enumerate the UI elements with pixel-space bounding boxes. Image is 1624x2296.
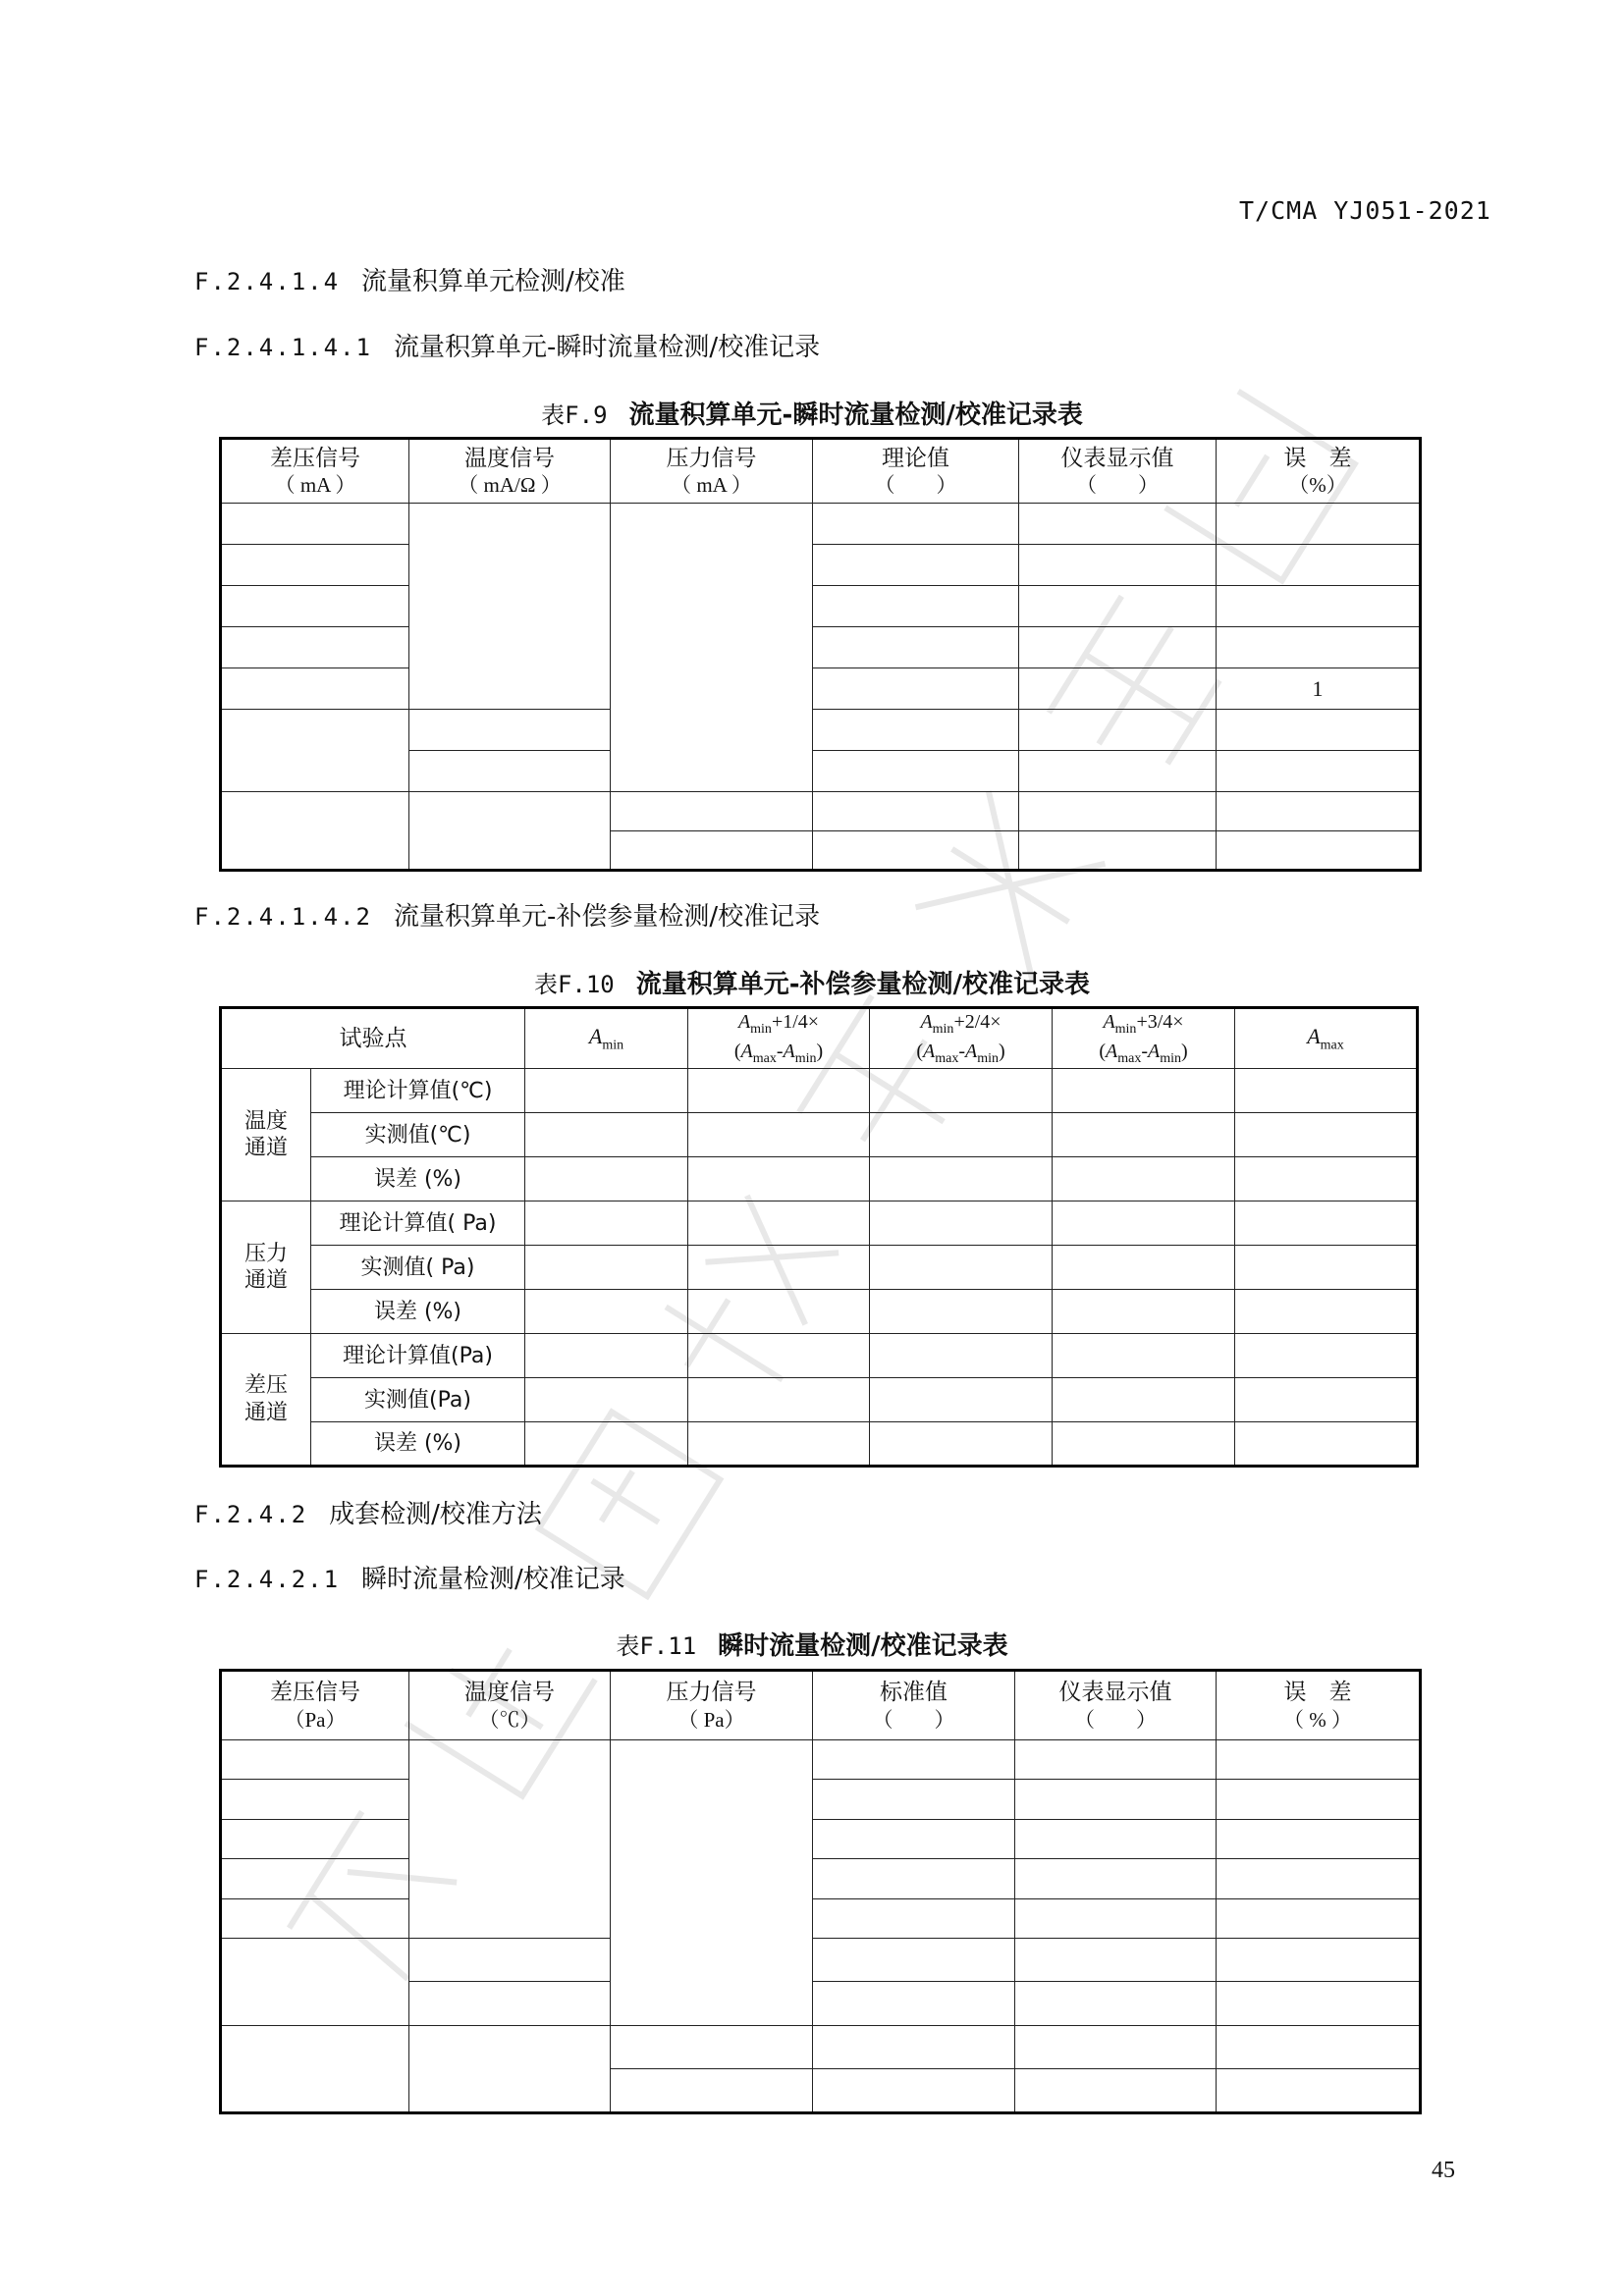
section-heading-f24141 xyxy=(194,261,625,297)
table-row xyxy=(221,710,1421,751)
section-title: 流量积算单元-瞬时流量检测/校准记录 xyxy=(393,333,821,362)
input-cell[interactable] xyxy=(1053,1378,1235,1422)
input-cell[interactable] xyxy=(813,668,1019,710)
input-cell[interactable] xyxy=(611,2025,813,2068)
header-cell: 温度信号 （℃） xyxy=(409,1671,611,1740)
caption-text: 流量积算单元-瞬时流量检测/校准记录表 xyxy=(628,400,1083,430)
page-number: 45 xyxy=(1432,2158,1455,2183)
header-cell: 误 差 （%） xyxy=(1217,439,1421,504)
input-cell[interactable] xyxy=(870,1113,1053,1157)
header-cell: 仪表显示值 （ ） xyxy=(1015,1671,1217,1740)
table-row xyxy=(221,1898,1421,1938)
table-row xyxy=(221,586,1421,627)
input-cell[interactable] xyxy=(1217,1819,1421,1858)
input-cell[interactable] xyxy=(1217,1739,1421,1779)
table-row xyxy=(221,1113,1418,1157)
section-heading-f2442 xyxy=(194,1494,542,1530)
section-number: F.2.4.1.4.1 xyxy=(194,334,372,361)
input-cell[interactable] xyxy=(1019,831,1217,871)
input-cell[interactable] xyxy=(1053,1201,1235,1246)
table-row xyxy=(221,1780,1421,1819)
input-cell[interactable] xyxy=(221,504,409,545)
input-cell[interactable] xyxy=(870,1069,1053,1113)
input-cell[interactable] xyxy=(409,710,611,751)
document-code: T/CMA YJ051-2021 xyxy=(1239,196,1491,225)
input-cell[interactable] xyxy=(525,1246,688,1290)
row-label: 误差 (%) xyxy=(311,1422,525,1467)
table-row xyxy=(221,2025,1421,2068)
input-cell[interactable] xyxy=(813,545,1019,586)
input-cell[interactable] xyxy=(1217,545,1421,586)
input-cell[interactable] xyxy=(870,1201,1053,1246)
input-cell[interactable] xyxy=(221,1739,409,1779)
header-cell: 压力信号 （ mA ） xyxy=(611,439,813,504)
input-cell[interactable] xyxy=(1235,1290,1418,1334)
input-cell[interactable] xyxy=(1235,1069,1418,1113)
input-cell[interactable] xyxy=(1053,1290,1235,1334)
input-cell[interactable] xyxy=(221,545,409,586)
table-f9 xyxy=(219,437,1422,872)
table-row xyxy=(221,545,1421,586)
input-cell[interactable] xyxy=(813,1938,1015,1981)
input-cell[interactable] xyxy=(1019,504,1217,545)
header-cell-a-three-quarter: $A_{min}+3/4\times$ $(A_{max}-A_{min})$ xyxy=(1053,1008,1235,1069)
input-cell[interactable] xyxy=(221,1780,409,1819)
input-cell[interactable] xyxy=(525,1201,688,1246)
table-row xyxy=(221,668,1421,710)
input-cell[interactable] xyxy=(1019,627,1217,668)
input-cell[interactable] xyxy=(409,2025,611,2112)
input-cell[interactable] xyxy=(688,1378,870,1422)
input-cell[interactable] xyxy=(1019,545,1217,586)
input-cell[interactable] xyxy=(611,831,813,871)
input-cell[interactable] xyxy=(813,831,1019,871)
input-cell[interactable] xyxy=(525,1334,688,1378)
table-row xyxy=(221,1157,1418,1201)
input-cell[interactable] xyxy=(525,1290,688,1334)
row-label: 误差 (%) xyxy=(311,1290,525,1334)
input-cell[interactable] xyxy=(1217,586,1421,627)
input-cell[interactable] xyxy=(813,627,1019,668)
input-cell[interactable] xyxy=(1015,1780,1217,1819)
input-cell[interactable] xyxy=(1053,1246,1235,1290)
input-cell[interactable] xyxy=(611,1739,813,2025)
input-cell[interactable] xyxy=(1235,1201,1418,1246)
section-title: 瞬时流量检测/校准记录 xyxy=(361,1565,625,1594)
input-cell[interactable] xyxy=(409,751,611,792)
caption-number: 表F.11 xyxy=(616,1632,697,1660)
input-cell[interactable] xyxy=(813,1739,1015,1779)
input-cell[interactable] xyxy=(1235,1378,1418,1422)
input-cell[interactable] xyxy=(1217,792,1421,831)
table-row xyxy=(221,1290,1418,1334)
row-label: 理论计算值( Pa) xyxy=(311,1201,525,1246)
input-cell[interactable] xyxy=(688,1201,870,1246)
group-label-temperature: 温度 通道 xyxy=(221,1069,311,1201)
table-row xyxy=(221,1739,1421,1779)
group-label-differential-pressure: 差压 通道 xyxy=(221,1334,311,1467)
input-cell[interactable] xyxy=(611,2069,813,2113)
table-row xyxy=(221,1422,1418,1467)
input-cell[interactable] xyxy=(525,1069,688,1113)
section-title: 流量积算单元检测/校准 xyxy=(361,267,625,296)
input-cell[interactable] xyxy=(688,1422,870,1467)
input-cell[interactable] xyxy=(813,1982,1015,2025)
table-f11 xyxy=(219,1669,1422,2114)
table-row xyxy=(221,1069,1418,1113)
input-cell[interactable] xyxy=(221,627,409,668)
section-number: F.2.4.2.1 xyxy=(194,1566,341,1593)
input-cell[interactable] xyxy=(525,1378,688,1422)
input-cell[interactable] xyxy=(870,1334,1053,1378)
input-cell[interactable] xyxy=(1019,586,1217,627)
header-cell-a-half: $A_{min}+2/4\times$ $(A_{max}-A_{min})$ xyxy=(870,1008,1053,1069)
section-heading-f241412 xyxy=(194,896,820,933)
input-cell[interactable] xyxy=(1053,1422,1235,1467)
input-cell[interactable] xyxy=(1217,1938,1421,1981)
section-number: F.2.4.2 xyxy=(194,1501,308,1528)
input-cell[interactable] xyxy=(1217,831,1421,871)
input-cell[interactable] xyxy=(1235,1246,1418,1290)
header-cell: 温度信号 （ mA/Ω ） xyxy=(409,439,611,504)
input-cell[interactable] xyxy=(870,1290,1053,1334)
input-cell[interactable] xyxy=(409,792,611,871)
input-cell[interactable] xyxy=(813,751,1019,792)
input-cell[interactable] xyxy=(1019,792,1217,831)
input-cell[interactable] xyxy=(870,1246,1053,1290)
section-heading-f24421 xyxy=(194,1559,625,1595)
input-cell[interactable] xyxy=(1015,1819,1217,1858)
input-cell[interactable] xyxy=(409,1938,611,1981)
input-cell[interactable] xyxy=(813,1780,1015,1819)
input-cell[interactable] xyxy=(409,504,611,710)
table-header-row xyxy=(221,1008,1418,1069)
table-caption-f11 xyxy=(0,1626,1624,1662)
input-cell[interactable] xyxy=(870,1422,1053,1467)
table-row xyxy=(221,1246,1418,1290)
input-cell[interactable] xyxy=(221,1898,409,1938)
table-f10 xyxy=(219,1006,1419,1468)
input-cell[interactable] xyxy=(1217,1898,1421,1938)
input-cell[interactable] xyxy=(1217,1982,1421,2025)
header-cell: 理论值 （ ） xyxy=(813,439,1019,504)
header-cell: 差压信号 （ mA ） xyxy=(221,439,409,504)
input-cell[interactable] xyxy=(1217,1859,1421,1898)
table-row xyxy=(221,792,1421,831)
input-cell[interactable] xyxy=(611,504,813,792)
caption-text: 瞬时流量检测/校准记录表 xyxy=(718,1631,1008,1661)
input-cell[interactable] xyxy=(1053,1157,1235,1201)
input-cell[interactable] xyxy=(409,1982,611,2025)
row-label: 理论计算值(℃) xyxy=(311,1069,525,1113)
input-cell[interactable] xyxy=(1217,627,1421,668)
input-cell[interactable] xyxy=(221,792,409,871)
row-label: 实测值( Pa) xyxy=(311,1246,525,1290)
input-cell[interactable] xyxy=(813,1898,1015,1938)
input-cell[interactable] xyxy=(409,1739,611,1938)
input-cell[interactable] xyxy=(688,1113,870,1157)
table-header-row xyxy=(221,439,1421,504)
input-cell[interactable] xyxy=(1019,668,1217,710)
input-cell[interactable] xyxy=(221,1819,409,1858)
input-cell[interactable] xyxy=(688,1290,870,1334)
input-cell[interactable] xyxy=(813,586,1019,627)
input-cell[interactable] xyxy=(688,1069,870,1113)
table-caption-f9 xyxy=(0,395,1624,431)
input-cell[interactable] xyxy=(221,710,409,792)
input-cell[interactable] xyxy=(1235,1422,1418,1467)
input-cell[interactable] xyxy=(813,2025,1015,2068)
input-cell[interactable] xyxy=(1217,710,1421,751)
section-number: F.2.4.1.4.2 xyxy=(194,903,372,931)
row-label: 误差 (%) xyxy=(311,1157,525,1201)
input-cell[interactable] xyxy=(1217,1780,1421,1819)
input-cell[interactable]: 1 xyxy=(1217,668,1421,710)
table-row xyxy=(221,504,1421,545)
header-cell: 误 差 （ % ） xyxy=(1217,1671,1421,1740)
input-cell[interactable] xyxy=(1015,1938,1217,1981)
input-cell[interactable] xyxy=(813,504,1019,545)
header-cell-a-min: $A_{min}$ xyxy=(525,1008,688,1069)
table-row xyxy=(221,1859,1421,1898)
input-cell[interactable] xyxy=(1019,751,1217,792)
header-cell-a-quarter: $A_{min}+1/4\times$ $(A_{max}-A_{min})$ xyxy=(688,1008,870,1069)
input-cell[interactable] xyxy=(1217,2069,1421,2113)
header-cell-test-point: 试验点 xyxy=(221,1008,525,1069)
input-cell[interactable] xyxy=(525,1157,688,1201)
input-cell[interactable] xyxy=(813,710,1019,751)
section-title: 成套检测/校准方法 xyxy=(329,1500,542,1529)
input-cell[interactable] xyxy=(688,1157,870,1201)
input-cell[interactable] xyxy=(688,1246,870,1290)
input-cell[interactable] xyxy=(1053,1113,1235,1157)
header-cell-a-max: $A_{max}$ xyxy=(1235,1008,1418,1069)
row-label: 实测值(Pa) xyxy=(311,1378,525,1422)
input-cell[interactable] xyxy=(870,1157,1053,1201)
table-header-row xyxy=(221,1671,1421,1740)
section-heading-f241411 xyxy=(194,327,820,363)
input-cell[interactable] xyxy=(813,2069,1015,2113)
input-cell[interactable] xyxy=(221,586,409,627)
input-cell[interactable] xyxy=(221,1859,409,1898)
input-cell[interactable] xyxy=(1015,1898,1217,1938)
table-row xyxy=(221,627,1421,668)
input-cell[interactable] xyxy=(1053,1069,1235,1113)
input-cell[interactable] xyxy=(1217,751,1421,792)
row-label: 理论计算值(Pa) xyxy=(311,1334,525,1378)
table-caption-f10 xyxy=(0,964,1624,1000)
input-cell[interactable] xyxy=(611,792,813,831)
input-cell[interactable] xyxy=(813,1859,1015,1898)
table-row xyxy=(221,1378,1418,1422)
input-cell[interactable] xyxy=(813,792,1019,831)
header-cell: 压力信号 （ Pa） xyxy=(611,1671,813,1740)
input-cell[interactable] xyxy=(525,1422,688,1467)
section-number: F.2.4.1.4 xyxy=(194,268,341,295)
group-label-pressure: 压力 通道 xyxy=(221,1201,311,1334)
table-row xyxy=(221,1819,1421,1858)
input-cell[interactable] xyxy=(1235,1157,1418,1201)
input-cell[interactable] xyxy=(221,668,409,710)
input-cell[interactable] xyxy=(1217,2025,1421,2068)
input-cell[interactable] xyxy=(688,1334,870,1378)
input-cell[interactable] xyxy=(1015,1982,1217,2025)
input-cell[interactable] xyxy=(1015,2025,1217,2068)
input-cell[interactable] xyxy=(1019,710,1217,751)
input-cell[interactable] xyxy=(1235,1113,1418,1157)
input-cell[interactable] xyxy=(525,1113,688,1157)
input-cell[interactable] xyxy=(870,1378,1053,1422)
table-row xyxy=(221,1334,1418,1378)
row-label: 实测值(℃) xyxy=(311,1113,525,1157)
caption-number: 表F.10 xyxy=(533,971,615,998)
input-cell[interactable] xyxy=(1015,1739,1217,1779)
input-cell[interactable] xyxy=(1015,2069,1217,2113)
input-cell[interactable] xyxy=(221,2025,409,2112)
caption-text: 流量积算单元-补偿参量检测/校准记录表 xyxy=(635,970,1091,999)
header-cell: 标准值 （ ） xyxy=(813,1671,1015,1740)
table-row xyxy=(221,1201,1418,1246)
input-cell[interactable] xyxy=(1053,1334,1235,1378)
table-row xyxy=(221,1938,1421,1981)
input-cell[interactable] xyxy=(1015,1859,1217,1898)
input-cell[interactable] xyxy=(1235,1334,1418,1378)
input-cell[interactable] xyxy=(221,1938,409,2025)
input-cell[interactable] xyxy=(813,1819,1015,1858)
header-cell: 差压信号 （Pa） xyxy=(221,1671,409,1740)
input-cell[interactable] xyxy=(1217,504,1421,545)
caption-number: 表F.9 xyxy=(541,401,608,429)
section-title: 流量积算单元-补偿参量检测/校准记录 xyxy=(393,902,821,932)
header-cell: 仪表显示值 （ ） xyxy=(1019,439,1217,504)
